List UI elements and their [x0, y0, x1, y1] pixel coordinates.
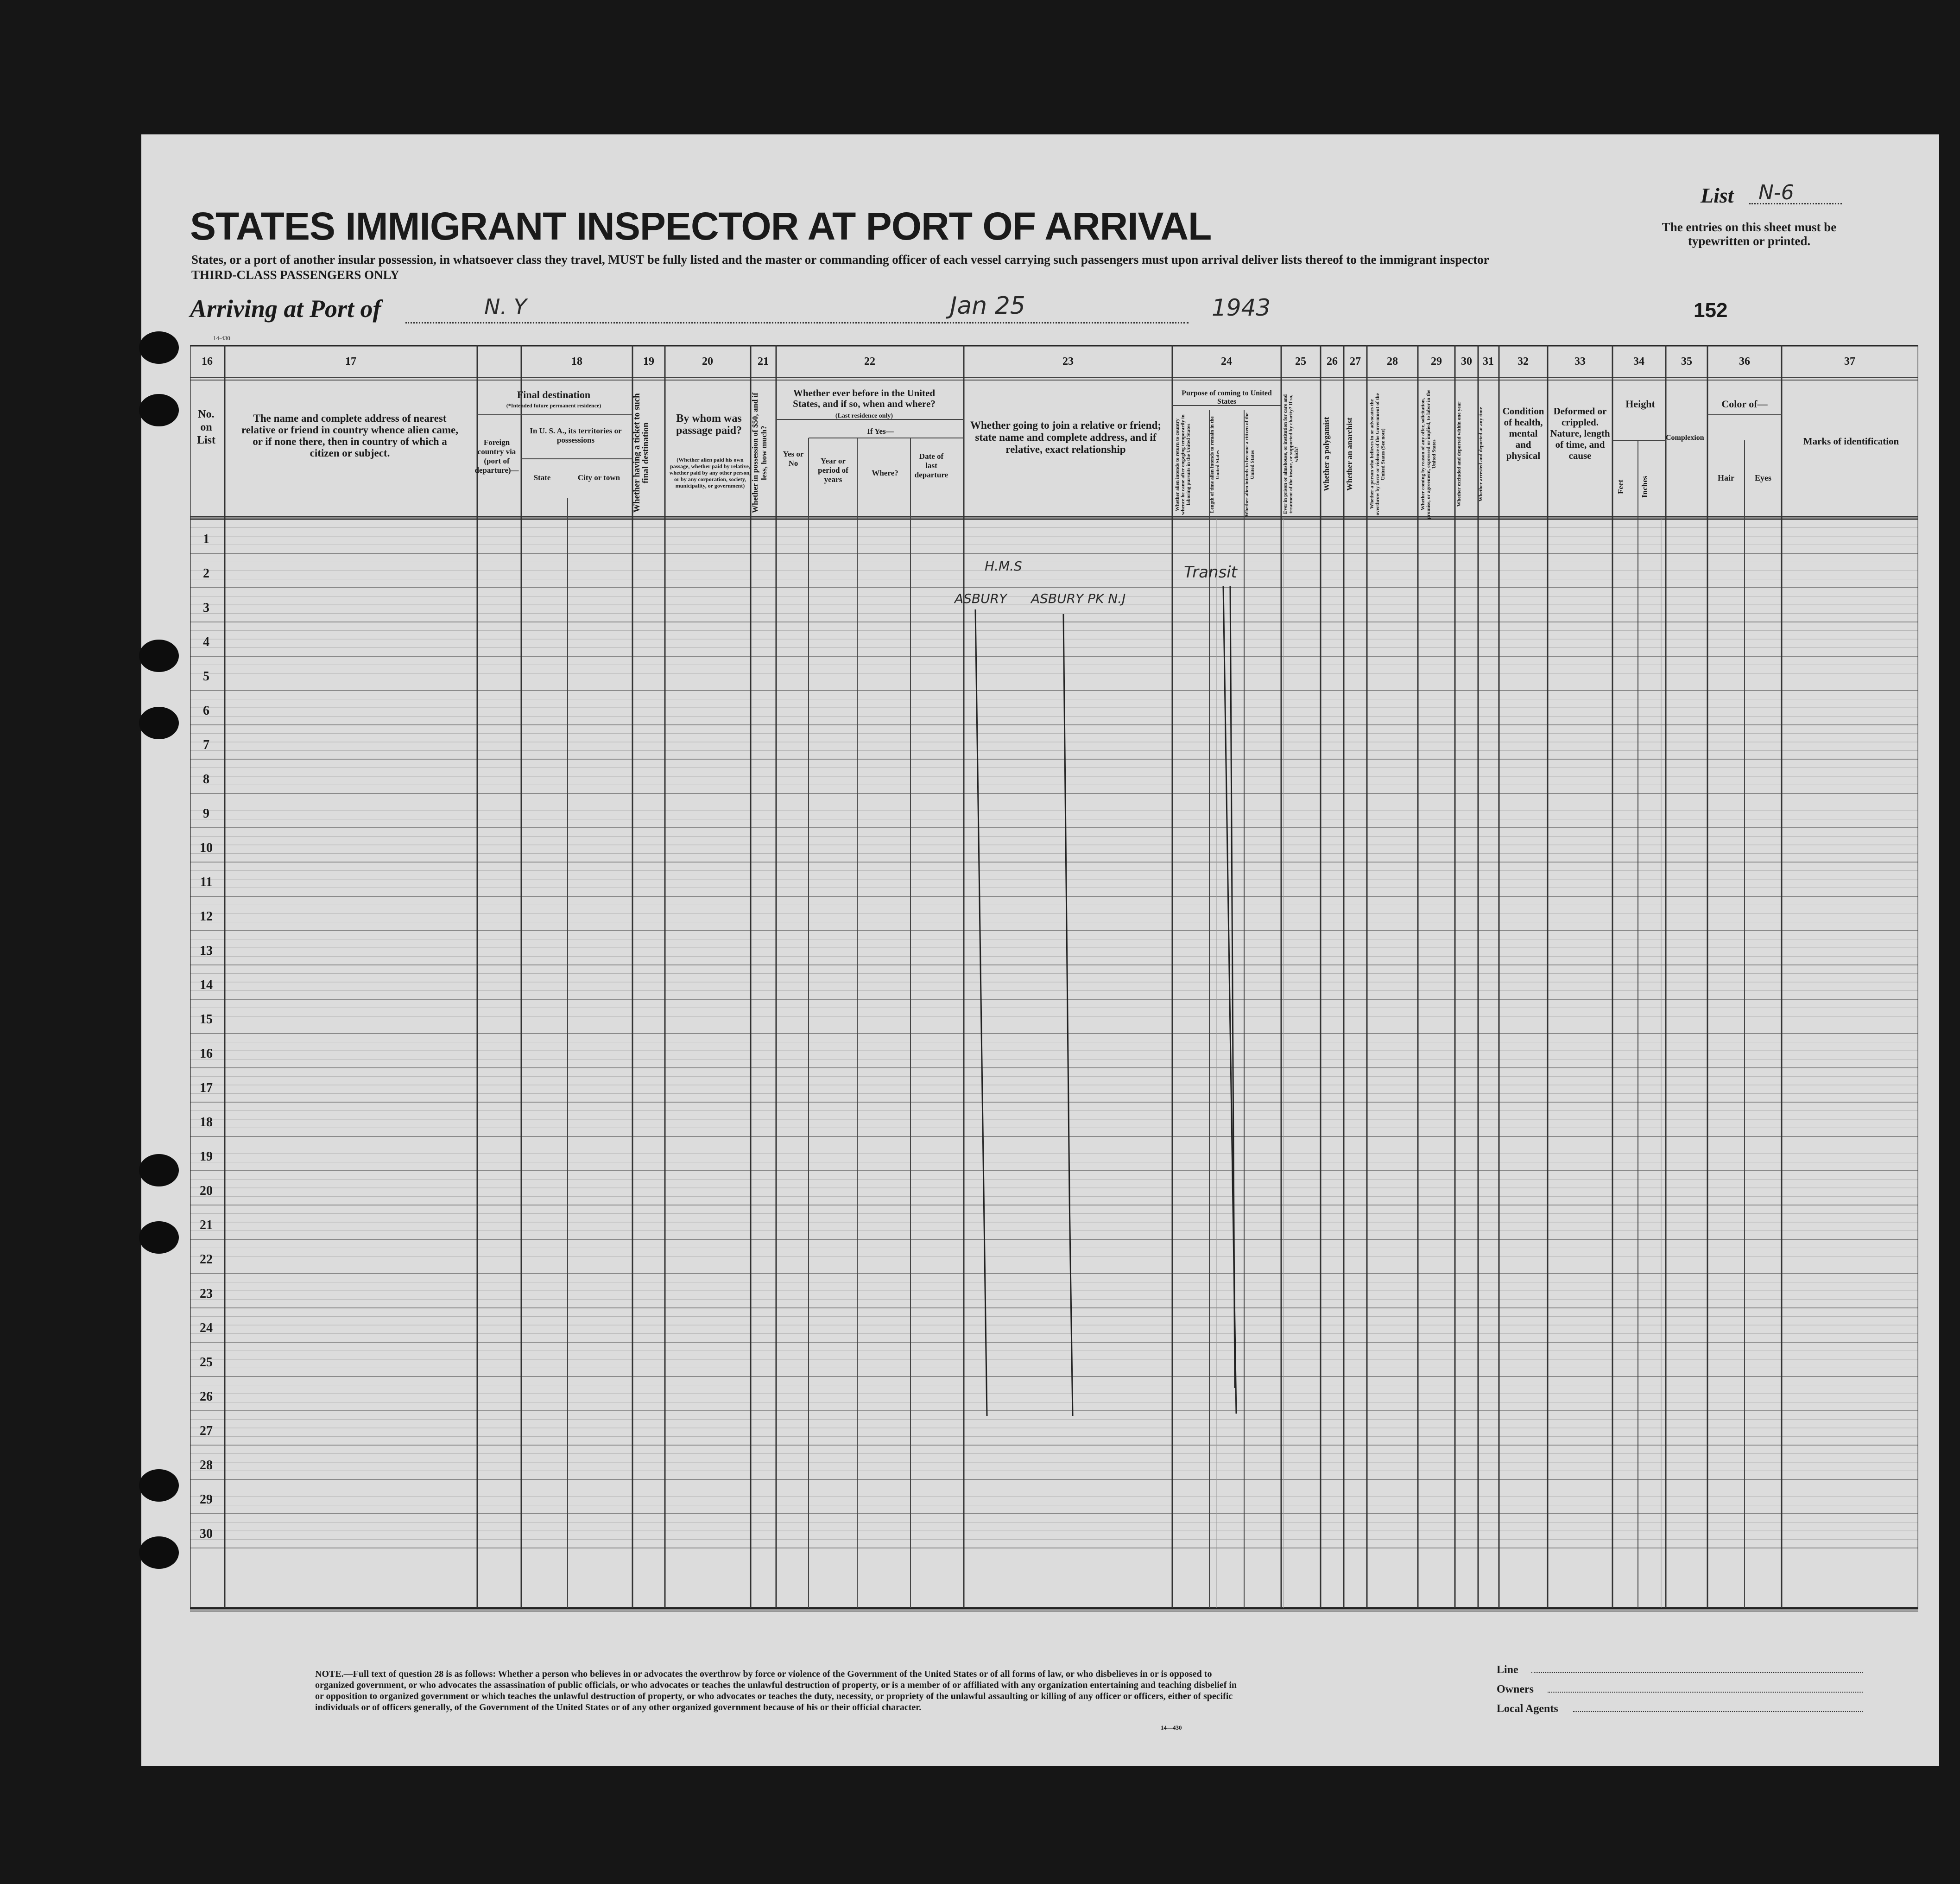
column-number: 30: [1461, 355, 1472, 368]
column-number: 25: [1295, 355, 1306, 368]
column-number: 18: [571, 355, 582, 368]
row-number: 8: [203, 772, 209, 787]
header-prison: Ever in prison or almshouse, or institution for care and treatment of the insane, or supported by charity? If so, which?: [1283, 394, 1299, 514]
header-no-on-list: No. on List: [196, 408, 215, 446]
header-departure-date: Date of last departure: [914, 452, 948, 479]
row-number: 9: [203, 806, 209, 821]
header-final-destination: Final destination: [517, 389, 591, 400]
form-code-bottom: 14—430: [1161, 1724, 1182, 1731]
ditto-marks: [190, 345, 1918, 1627]
row-number: 24: [200, 1321, 213, 1335]
row-number: 27: [200, 1424, 213, 1438]
arrival-date: Jan 25: [950, 292, 1025, 320]
entry-row1-purpose: Transit: [1184, 563, 1237, 582]
header-complexion: Complexion: [1666, 434, 1704, 442]
header-passage-paid-note: (Whether alien paid his own passage, whether paid by relative, whether paid by any other person, or by any corporation, society, municipality, or government): [669, 457, 751, 489]
column-number: 35: [1681, 355, 1692, 368]
line-label: Line: [1497, 1664, 1518, 1676]
header-join-relative: Whether going to join a relative or friend; state name and complete address, and if relative, exact relationship: [970, 419, 1162, 455]
header-hair: Hair: [1718, 473, 1734, 482]
header-relative-address: The name and complete address of nearest relative or friend in country whence alien came, or if none there, then in country of which a citizen or subject.: [241, 412, 458, 459]
local-agents-label: Local Agents: [1497, 1703, 1558, 1715]
row-number: 4: [203, 635, 209, 649]
header-height: Height: [1625, 398, 1655, 410]
row-number: 23: [200, 1287, 213, 1301]
row-number: 3: [203, 601, 209, 615]
header-q28: Whether a person who believes in or advocates the overthrow by force or violence of the Government of the United States (See note): [1369, 393, 1386, 515]
punch-hole: [139, 394, 179, 426]
column-number: 26: [1327, 355, 1338, 368]
row-number: 14: [200, 978, 213, 992]
column-number: 16: [202, 355, 213, 368]
column-number: 27: [1350, 355, 1361, 368]
column-number: 17: [345, 355, 356, 368]
header-money: Whether in possession of $50, and if less, how much?: [751, 393, 768, 514]
punch-hole: [139, 331, 179, 364]
punch-hole: [139, 707, 179, 739]
header-purpose-citizen: Whether alien intends to become a citizen of the United States: [1244, 412, 1255, 517]
header-previous-us: Whether ever before in the United States, and if so, when and where?: [793, 387, 936, 409]
column-number: 21: [758, 355, 769, 368]
punch-hole: [139, 1154, 179, 1186]
page-number: 152: [1694, 299, 1728, 322]
header-marks: Marks of identification: [1803, 436, 1899, 447]
column-number: 33: [1574, 355, 1586, 368]
entry-row2-join-name: ASBURY: [955, 591, 1007, 606]
header-state: State: [533, 473, 551, 482]
header-inches: Inches: [1640, 476, 1649, 498]
row-number: 22: [200, 1252, 213, 1267]
header-polygamist: Whether a polygamist: [1322, 417, 1331, 492]
form-subtitle: States, or a port of another insular possession, in whatsoever class they travel, MUST be fully listed and the master or commanding officer of each vessel carrying such passengers must upon arrival deliver lists thereof to the immigrant inspector: [191, 253, 1489, 266]
punch-hole: [139, 1221, 179, 1254]
header-city: City or town: [577, 473, 620, 482]
header-color: Color of—: [1721, 398, 1768, 410]
header-q31: Whether arrested and deported at any time: [1478, 407, 1484, 501]
arrival-year: 1943: [1212, 294, 1271, 321]
column-number: 31: [1483, 355, 1494, 368]
question-28-note: NOTE.—Full text of question 28 is as follows: Whether a person who believes in or advocates the overthrow by force or violence of the Government of the United States or of all forms of law, or who disbelieves in or is opposed to organized government, or who advocates the assassination of public officials, or who advocates or teaches the unlawful destruction of property, or is a member of or affiliated with any organization entertaining and teaching disbelief in or opposition to organized government or which teaches the unlawful destruction of property, or who advocates or teaches the duty, necessity, or propriety of the unlawful assaulting or killing of any officer or officers, either of specific individuals or of officers generally, of the Government of the United States or of any other organized government because of his or their official character.: [315, 1669, 1237, 1713]
punch-hole: [139, 1536, 179, 1569]
header-year-period: Year or period of years: [818, 457, 848, 484]
row-number: 18: [200, 1115, 213, 1129]
header-purpose-length: Length of time alien intends to remain in the United States: [1209, 416, 1220, 513]
row-number: 19: [200, 1149, 213, 1164]
column-number: 20: [702, 355, 713, 368]
row-number: 29: [200, 1492, 213, 1507]
list-label: List: [1701, 184, 1734, 207]
row-number: 7: [203, 738, 209, 752]
header-final-destination-note: (*Intended future permanent residence): [506, 402, 601, 409]
header-where: Where?: [872, 469, 898, 477]
column-number: 29: [1431, 355, 1442, 368]
column-number: 22: [864, 355, 875, 368]
entry-row2-join-address: ASBURY PK N.J: [1031, 591, 1126, 606]
header-anarchist: Whether an anarchist: [1345, 417, 1354, 491]
header-purpose-return: Whether alien intends to return to country whence he came after engaging temporarily in laboring pursuits in the United States: [1175, 414, 1191, 515]
header-passage-paid: By whom was passage paid?: [676, 412, 742, 437]
row-number: 1: [203, 532, 209, 546]
owners-label: Owners: [1497, 1683, 1534, 1695]
entry-row1-join: H.M.S: [985, 558, 1022, 574]
column-number: 32: [1517, 355, 1529, 368]
row-number: 26: [200, 1389, 213, 1404]
header-q29: Whether coming by reason of any offer, solicitation, promise, or agreement, expressed or implied, to labor in the United States: [1420, 389, 1437, 519]
row-number: 10: [200, 841, 213, 855]
passenger-class: THIRD-CLASS PASSENGERS ONLY: [191, 268, 399, 282]
form-code: 14-430: [213, 335, 230, 342]
row-number: 17: [200, 1081, 213, 1095]
column-number: 37: [1844, 355, 1855, 368]
row-number: 5: [203, 669, 209, 684]
column-number: 23: [1062, 355, 1074, 368]
row-number: 30: [200, 1527, 213, 1541]
row-number: 12: [200, 909, 213, 924]
header-feet: Feet: [1616, 479, 1625, 494]
column-number: 24: [1221, 355, 1232, 368]
header-eyes: Eyes: [1755, 473, 1771, 482]
row-number: 13: [200, 944, 213, 958]
row-number: 21: [200, 1218, 213, 1232]
header-if-yes: If Yes—: [867, 427, 894, 436]
header-foreign-country: Foreign country via (port of departure)—: [474, 438, 519, 475]
header-deformed: Deformed or crippled. Nature, length of time, and cause: [1550, 406, 1610, 461]
manifest-table: [190, 345, 1918, 1627]
header-yes-no: Yes or No: [783, 450, 804, 468]
header-last-residence: (Last residence only): [835, 412, 893, 419]
form-title: STATES IMMIGRANT INSPECTOR AT PORT OF ARRIVAL: [190, 204, 1212, 248]
row-number: 28: [200, 1458, 213, 1472]
arriving-label: Arriving at Port of: [190, 295, 381, 323]
manifest-sheet: [141, 134, 1939, 1766]
row-number: 25: [200, 1355, 213, 1370]
column-number: 36: [1739, 355, 1750, 368]
port-value: N. Y: [484, 294, 527, 319]
row-number: 16: [200, 1047, 213, 1061]
punch-hole: [139, 640, 179, 672]
row-number: 2: [203, 566, 209, 581]
row-number: 20: [200, 1184, 213, 1198]
punch-hole: [139, 1469, 179, 1502]
column-number: 34: [1633, 355, 1644, 368]
column-number: 28: [1387, 355, 1398, 368]
row-number: 15: [200, 1012, 213, 1027]
list-value: N-6: [1758, 181, 1794, 204]
column-number: 19: [643, 355, 654, 368]
row-number: 6: [203, 704, 209, 718]
row-number: 11: [200, 875, 213, 889]
header-health: Condition of health, mental and physical: [1502, 406, 1544, 461]
header-ticket: Whether having a ticket to such final destination: [632, 393, 651, 513]
header-in-usa: In U. S. A., its territories or possessions: [530, 426, 622, 444]
header-purpose: Purpose of coming to United States: [1182, 389, 1272, 406]
typewritten-instruction: The entries on this sheet must be typewritten or printed.: [1662, 220, 1837, 248]
header-q30: Whether excluded and deported within one year: [1456, 401, 1462, 507]
